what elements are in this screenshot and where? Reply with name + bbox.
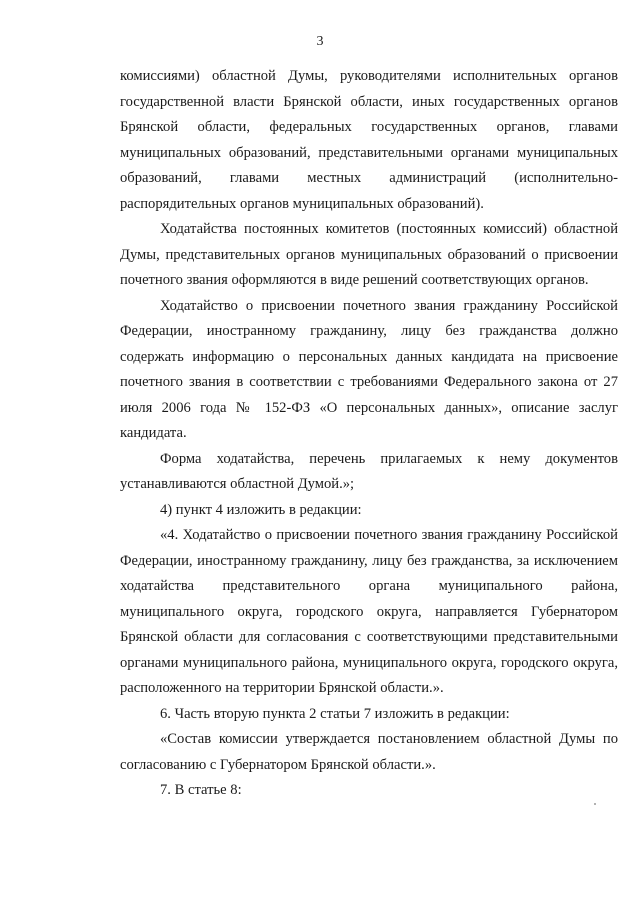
paragraph-point-4-text: «4. Ходатайство о присвоении почетного звания гражданину Российской Федерации, иностранному гражданину, лицу без гражданства, за исключением ходатайства представительного органа муниципального района, муниципального округа, городского округа, направляется Губернатором Брянской области для согласования с соответствующими представительными органами муниципального района, муниципального округа, городского округа, расположенного на территории Брянской области.». bbox=[120, 527, 618, 696]
paragraph-commission-composition: «Состав комиссии утверждается постановлением областной Думы по согласованию с Губернатором Брянской области.». bbox=[120, 731, 618, 773]
paragraph-petition-content: Ходатайство о присвоении почетного звания гражданину Российской Федерации, иностранному гражданину, лицу без гражданства должно содержать информацию о персональных данных кандидата на присвоение почетного звания в соответствии с требованиями Федерального закона от 27 июля 2006 года № 152-ФЗ «О персональных данных», описание заслуг кандидата. bbox=[120, 297, 618, 441]
paragraph-committee-petitions: Ходатайства постоянных комитетов (постоянных комиссий) областной Думы, представительных органов муниципальных образований о присвоении почетного звания оформляются в виде решений соответствующих органов. bbox=[120, 221, 618, 288]
document-body bbox=[120, 64, 618, 804]
scan-artifact-dot bbox=[594, 803, 596, 805]
paragraph-article-8: 7. В статье 8: bbox=[160, 782, 242, 798]
paragraph-continuation: комиссиями) областной Думы, руководителями исполнительных органов государственной власти Брянской области, иных государственных органов Брянской области, федеральных государственных органов, главами муниципальных образований, представительными органами муниципальных образований, главами местных администраций (исполнительно-распорядительных органов муниципальных образований). bbox=[120, 68, 618, 212]
paragraph-amend-point-4: 4) пункт 4 изложить в редакции: bbox=[160, 501, 362, 518]
page-number: 3 bbox=[316, 34, 324, 49]
paragraph-amend-article-7: 6. Часть вторую пункта 2 статьи 7 изложить в редакции: bbox=[160, 705, 510, 722]
paragraph-petition-form: Форма ходатайства, перечень прилагаемых к нему документов устанавливаются областной Думой.»; bbox=[120, 450, 618, 492]
